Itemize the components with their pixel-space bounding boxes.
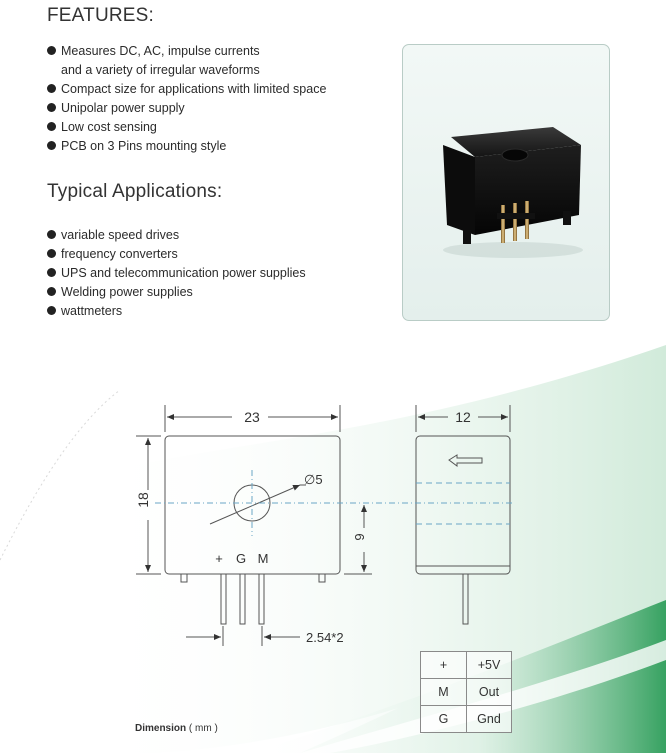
list-item: Measures DC, AC, impulse currents and a variety of irregular waveforms <box>47 42 326 80</box>
list-item: PCB on 3 Pins mounting style <box>47 137 326 156</box>
applications-title: Typical Applications: <box>47 181 223 202</box>
front-foot-left <box>181 574 187 582</box>
list-item: Compact size for applications with limited space <box>47 80 326 99</box>
front-foot-right <box>319 574 325 582</box>
list-item: UPS and telecommunication power supplies <box>47 264 306 283</box>
pin-cell: M <box>421 679 467 706</box>
table-row <box>421 679 512 706</box>
side-view-pin <box>463 574 468 624</box>
pin-plus <box>221 574 226 624</box>
list-item: Unipolar power supply <box>47 99 326 118</box>
height-dimension: 18 <box>135 492 151 508</box>
pin-label-g: G <box>235 551 247 566</box>
pin-g <box>240 574 245 624</box>
pin-cell: G <box>421 706 467 733</box>
signal-cell: +5V <box>467 652 512 679</box>
list-item: Low cost sensing <box>47 118 326 137</box>
pin-m <box>259 574 264 624</box>
center-height-dimension: 9 <box>352 533 367 541</box>
list-item: variable speed drives <box>47 226 306 245</box>
pin-pitch-dimension: 2.54*2 <box>306 630 344 645</box>
side-view-body <box>416 436 510 574</box>
list-item: Welding power supplies <box>47 283 306 302</box>
list-item: wattmeters <box>47 302 306 321</box>
hole-diameter-dimension: ∅5 <box>304 472 323 487</box>
features-title: FEATURES: <box>47 5 155 26</box>
pin-assignment-table <box>420 651 512 733</box>
list-item: frequency converters <box>47 245 306 264</box>
signal-cell: Out <box>467 679 512 706</box>
table-row <box>421 706 512 733</box>
pin-label-m: M <box>257 551 269 566</box>
table-row <box>421 652 512 679</box>
width-dimension: 23 <box>244 409 260 425</box>
pin-label-plus: + <box>215 551 223 566</box>
dimension-note: Dimension ( mm ) <box>135 723 218 734</box>
depth-dimension: 12 <box>455 409 471 425</box>
signal-cell: Gnd <box>467 706 512 733</box>
current-direction-arrow-icon <box>449 455 482 466</box>
pin-cell: + <box>421 652 467 679</box>
